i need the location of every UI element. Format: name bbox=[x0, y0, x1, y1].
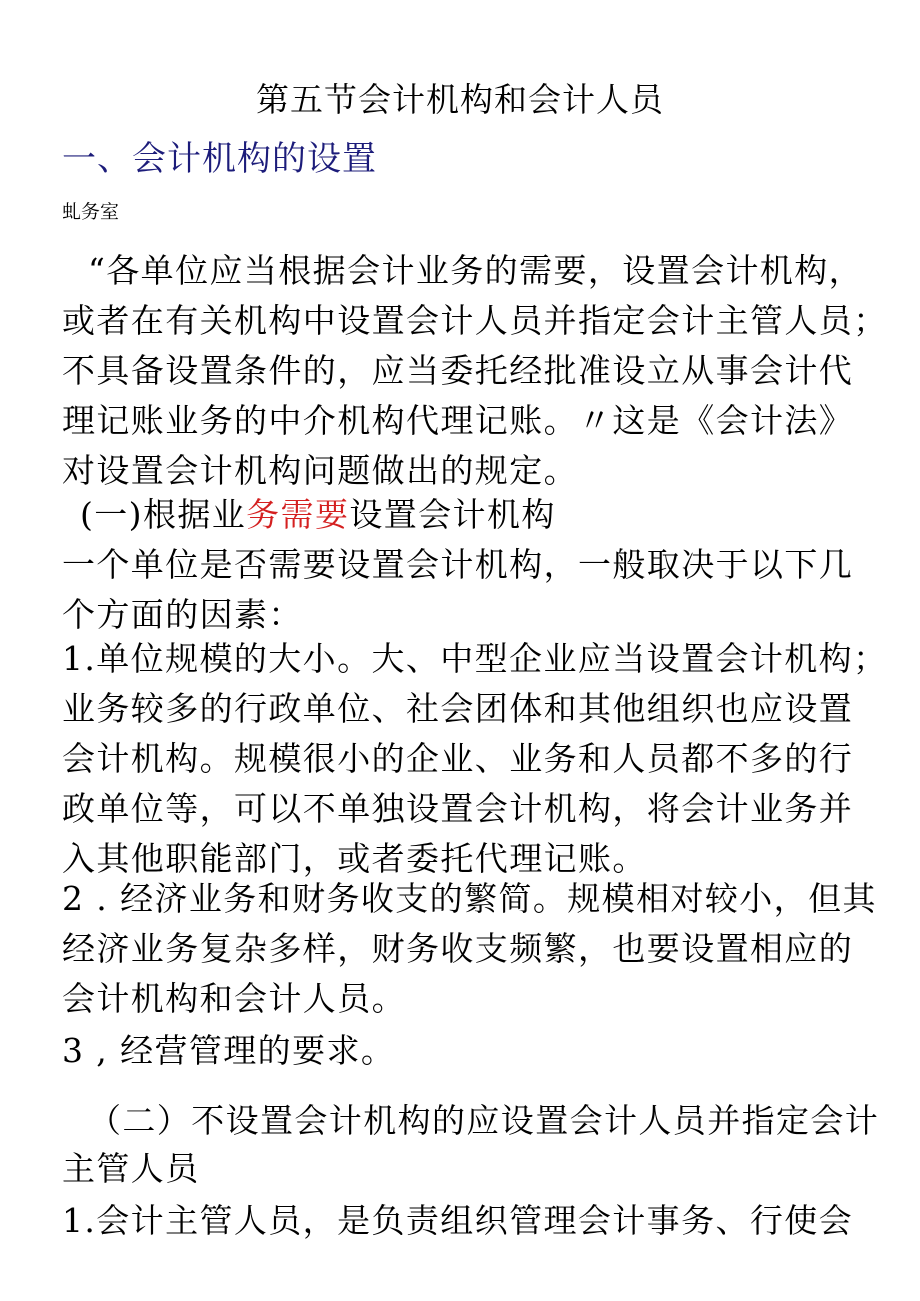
small-note: 虬务室 bbox=[62, 201, 120, 223]
intro-line: 对设置会计机构问题做出的规定。 bbox=[62, 451, 578, 490]
item-1-line: 入其他职能部门，或者委托代理记账。 bbox=[62, 839, 647, 878]
factors-line: 个方面的因素： bbox=[62, 595, 303, 634]
item-2-paragraph bbox=[62, 874, 877, 1024]
item-2-line: 经济业务复杂多样，财务收支频繁，也要设置相应的 bbox=[62, 929, 854, 968]
intro-paragraph bbox=[88, 246, 888, 296]
factors-line: 一个单位是否需要设置会计机构，一般取决于以下几 bbox=[62, 545, 854, 584]
subsection-2-line: 主管人员 bbox=[62, 1149, 200, 1188]
item-1-line: 业务较多的行政单位、社会团体和其他组织也应设置 bbox=[62, 689, 854, 728]
subsection-heading-1 bbox=[80, 490, 880, 540]
subsection-heading-2-cont bbox=[62, 1144, 862, 1194]
subsection-1-highlight: 务需要 bbox=[246, 495, 350, 534]
item-1-line: 会计机构。规模很小的企业、业务和人员都不多的行 bbox=[62, 739, 854, 778]
intro-line: 理记账业务的中介机构代理记账。〃这是《会计法》 bbox=[62, 401, 854, 440]
subsection-heading-2 bbox=[88, 1096, 888, 1146]
page-title: 第五节会计机构和会计人员 bbox=[256, 80, 664, 119]
factors-paragraph bbox=[62, 540, 862, 640]
item-last-paragraph bbox=[62, 1196, 862, 1246]
intro-line: 不具备设置条件的，应当委托经批准设立从事会计代 bbox=[62, 351, 854, 390]
item-3-paragraph bbox=[62, 1026, 862, 1076]
item-last-line: 1.会计主管人员，是负责组织管理会计事务、行使会 bbox=[62, 1201, 854, 1240]
item-1-line: 1.单位规模的大小。大、中型企业应当设置会计机构； bbox=[62, 639, 888, 678]
intro-line: “各单位应当根据会计业务的需要，设置会计机构， bbox=[88, 251, 864, 290]
item-3-line: 3 , 经营管理的要求。 bbox=[62, 1031, 396, 1070]
item-2-line: 会计机构和会计人员。 bbox=[62, 979, 406, 1018]
intro-line: 或者在有关机构中设置会计人员并指定会计主管人员； bbox=[62, 301, 888, 340]
item-1-line: 政单位等，可以不单独设置会计机构，将会计业务并 bbox=[62, 789, 854, 828]
intro-paragraph-cont bbox=[62, 296, 888, 496]
item-2-line: 2 . 经济业务和财务收支的繁简。规模相对较小，但其 bbox=[62, 879, 877, 918]
item-1-paragraph bbox=[62, 634, 888, 884]
section-heading: 一、会计机构的设置 bbox=[62, 139, 377, 179]
subsection-1-prefix: (一)根据业 bbox=[80, 495, 247, 534]
subsection-2-line: （二）不设置会计机构的应设置会计人员并指定会计 bbox=[88, 1101, 880, 1140]
subsection-1-suffix: 设置会计机构 bbox=[349, 495, 556, 534]
